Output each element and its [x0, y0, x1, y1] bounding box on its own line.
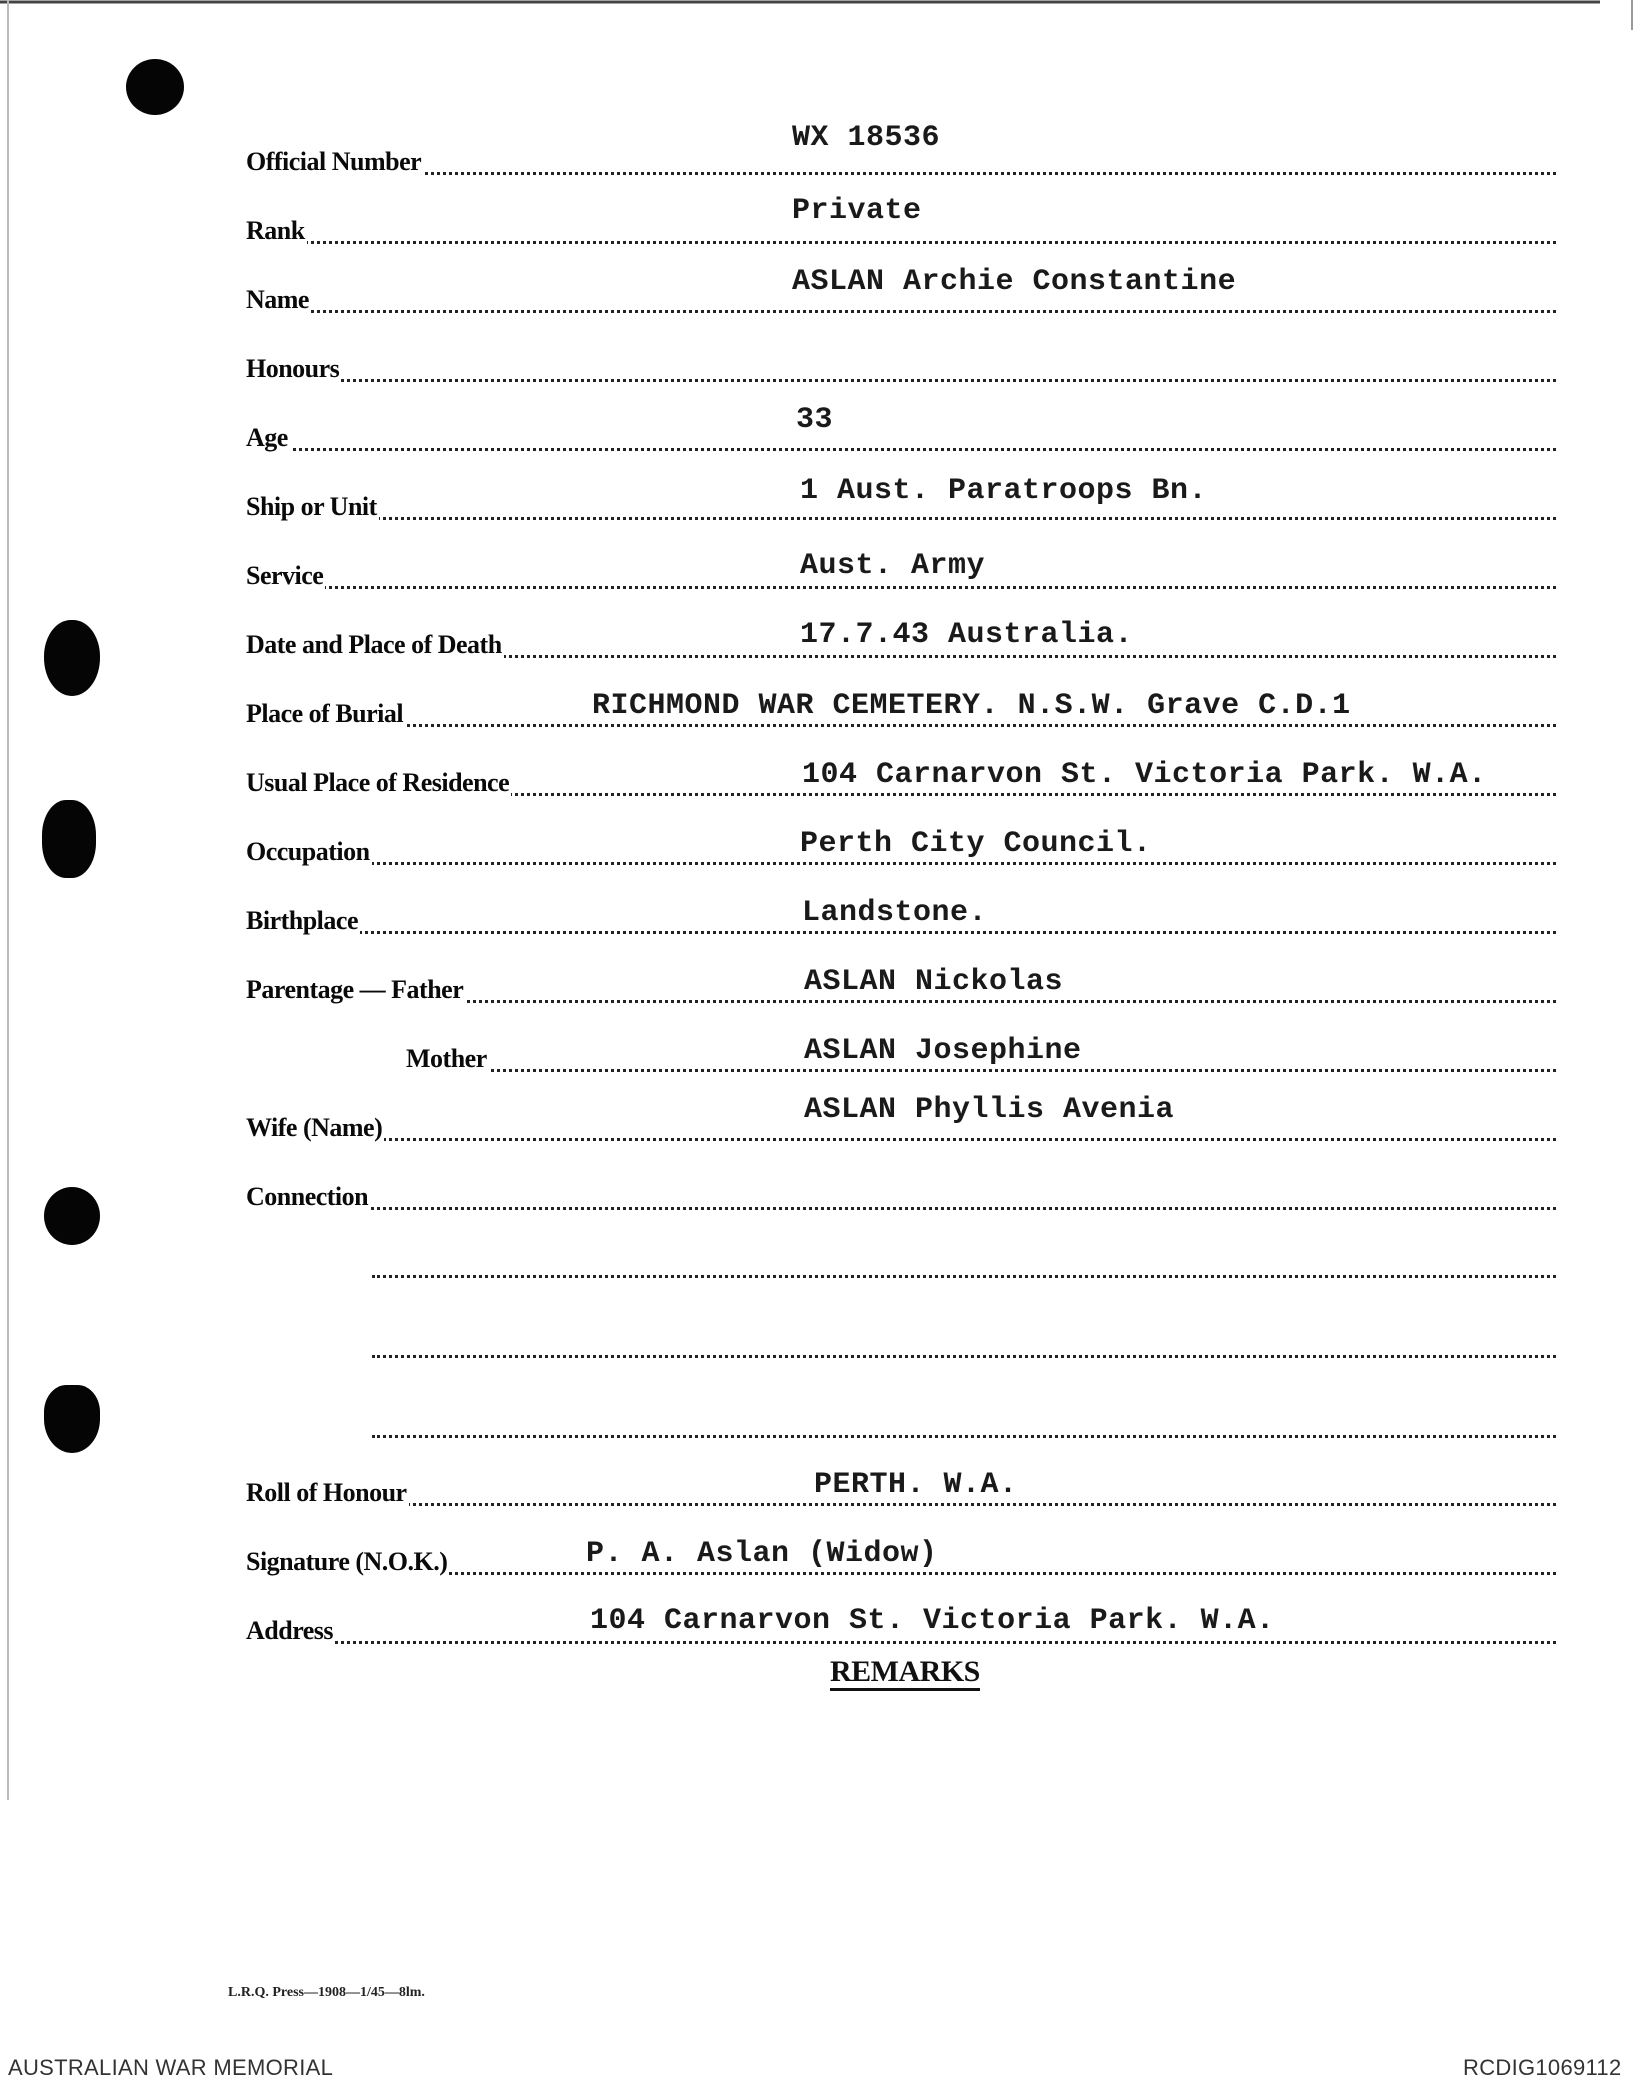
label-connection: Connection: [246, 1182, 369, 1211]
row-mother: [246, 1032, 1556, 1072]
row-ship-or-unit: [246, 474, 1556, 521]
dotted-line: [246, 379, 1556, 382]
punch-hole-5: [44, 1385, 100, 1453]
value-birthplace: Landstone.: [802, 896, 988, 930]
dotted-line: [246, 172, 1556, 175]
label-signature: Signature (N.O.K.): [246, 1547, 448, 1576]
footer-institution: AUSTRALIAN WAR MEMORIAL: [8, 2055, 334, 2080]
value-parentage-father: ASLAN Nickolas: [804, 965, 1064, 999]
row-wife-name: [246, 1093, 1556, 1142]
dotted-line: [246, 1138, 1556, 1141]
value-wife-name: ASLAN Phyllis Avenia: [804, 1093, 1175, 1127]
dotted-line: [246, 724, 1556, 727]
dotted-line: [246, 586, 1556, 589]
row-roll-of-honour: [246, 1466, 1556, 1506]
label-mother: Mother: [406, 1044, 487, 1073]
dotted-line: [372, 1435, 1556, 1438]
punch-hole-4: [44, 1187, 100, 1245]
row-official-number: [246, 121, 1556, 176]
label-ship-or-unit: Ship or Unit: [246, 492, 377, 521]
punch-hole-2: [44, 620, 100, 696]
dotted-line: [246, 310, 1556, 313]
row-usual-residence: [246, 756, 1556, 796]
dotted-line: [406, 1069, 1556, 1072]
label-place-of-burial: Place of Burial: [246, 699, 404, 728]
row-place-of-burial: [246, 687, 1556, 727]
dotted-line: [246, 517, 1556, 520]
label-parentage-father: Parentage — Father: [246, 975, 464, 1004]
label-occupation: Occupation: [246, 837, 370, 866]
remarks-heading: REMARKS: [830, 1655, 980, 1691]
label-usual-residence: Usual Place of Residence: [246, 768, 510, 797]
printer-imprint: L.R.Q. Press—1908—1/45—8lm.: [228, 1985, 425, 2000]
row-parentage-father: [246, 963, 1556, 1003]
label-age: Age: [246, 423, 288, 452]
label-honours: Honours: [246, 354, 340, 383]
value-date-place-of-death: 17.7.43 Australia.: [800, 618, 1134, 652]
dotted-line: [246, 862, 1556, 865]
value-occupation: Perth City Council.: [800, 827, 1152, 861]
row-age: [246, 403, 1556, 452]
row-connection: [246, 1170, 1556, 1210]
label-rank: Rank: [246, 216, 305, 245]
value-address: 104 Carnarvon St. Victoria Park. W.A.: [590, 1604, 1275, 1638]
footer-record-id: RCDIG1069112: [1463, 2055, 1622, 2080]
value-service: Aust. Army: [800, 549, 986, 583]
value-name: ASLAN Archie Constantine: [792, 265, 1237, 299]
row-address: [246, 1604, 1556, 1644]
value-place-of-burial: RICHMOND WAR CEMETERY. N.S.W. Grave C.D.1: [592, 689, 1351, 723]
value-rank: Private: [792, 194, 922, 228]
label-roll-of-honour: Roll of Honour: [246, 1478, 407, 1507]
label-wife-name: Wife (Name): [246, 1113, 383, 1142]
value-official-number: WX 18536: [792, 121, 941, 155]
row-connection-continued-3: [372, 1398, 1556, 1438]
row-birthplace: [246, 894, 1556, 934]
dotted-line: [372, 1355, 1556, 1358]
label-date-place-of-death: Date and Place of Death: [246, 630, 502, 659]
row-rank: [246, 194, 1556, 245]
row-occupation: [246, 825, 1556, 865]
label-address: Address: [246, 1616, 334, 1645]
row-signature: [246, 1535, 1556, 1575]
dotted-line: [246, 1641, 1556, 1644]
value-usual-residence: 104 Carnarvon St. Victoria Park. W.A.: [802, 758, 1487, 792]
label-official-number: Official Number: [246, 147, 422, 176]
dotted-line: [372, 1275, 1556, 1278]
label-birthplace: Birthplace: [246, 906, 358, 935]
label-service: Service: [246, 561, 324, 590]
row-honours: [246, 342, 1556, 382]
dotted-line: [246, 931, 1556, 934]
value-signature: P. A. Aslan (Widow): [586, 1537, 938, 1571]
value-ship-or-unit: 1 Aust. Paratroops Bn.: [800, 474, 1208, 508]
dotted-line: [246, 1503, 1556, 1506]
label-name: Name: [246, 285, 309, 314]
row-name: [246, 265, 1556, 314]
row-service: [246, 549, 1556, 589]
punch-hole-1: [126, 59, 184, 115]
row-connection-continued-2: [372, 1318, 1556, 1358]
row-connection-continued-1: [372, 1238, 1556, 1278]
value-roll-of-honour: PERTH. W.A.: [814, 1468, 1018, 1502]
dotted-line: [246, 241, 1556, 244]
value-age: 33: [796, 403, 834, 437]
row-date-place-of-death: [246, 618, 1556, 658]
value-mother: ASLAN Josephine: [804, 1034, 1082, 1068]
punch-hole-3: [42, 800, 96, 878]
dotted-line: [246, 1207, 1556, 1210]
dotted-line: [246, 448, 1556, 451]
